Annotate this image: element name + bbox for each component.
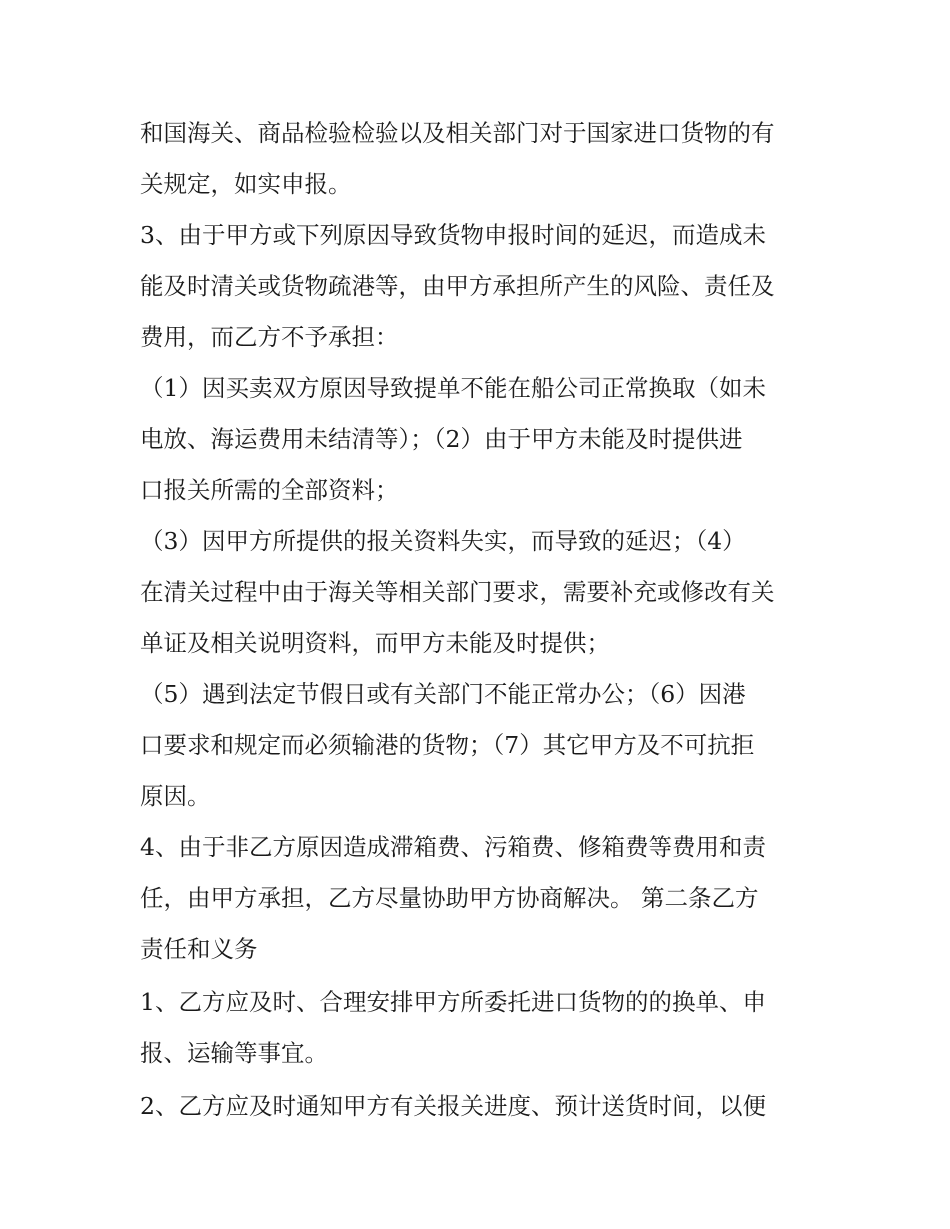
text-line: 2、乙方应及时通知甲方有关报关进度、预计送货时间，以便 xyxy=(140,1092,766,1120)
text-line: 关规定，如实申报。 xyxy=(140,170,352,198)
text-line: 原因。 xyxy=(140,782,211,810)
text-line: 1、乙方应及时、合理安排甲方所委托进口货物的的换单、申 xyxy=(140,988,766,1016)
document-body xyxy=(140,108,820,1132)
text-line: 责任和义务 xyxy=(140,935,258,963)
text-line: （1）因买卖双方原因导致提单不能在船公司正常换取（如未 xyxy=(140,374,766,402)
text-line: 费用，而乙方不予承担： xyxy=(140,323,399,351)
text-line: 单证及相关说明资料，而甲方未能及时提供； xyxy=(140,629,610,657)
text-line: 报、运输等事宜。 xyxy=(140,1039,328,1067)
text-line: 任，由甲方承担，乙方尽量协助甲方协商解决。 第二条乙方 xyxy=(140,884,759,912)
text-line: 3、由于甲方或下列原因导致货物申报时间的延迟，而造成未 xyxy=(140,221,766,249)
text-line: 能及时清关或货物疏港等，由甲方承担所产生的风险、责任及 xyxy=(140,272,775,300)
text-line: （5）遇到法定节假日或有关部门不能正常办公；（6）因港 xyxy=(140,680,746,708)
text-line: 口报关所需的全部资料； xyxy=(140,476,399,504)
text-line: 口要求和规定而必须输港的货物；（7）其它甲方及不可抗拒 xyxy=(140,731,755,759)
text-line: （3）因甲方所提供的报关资料失实，而导致的延迟；（4） xyxy=(140,527,746,555)
text-line: 电放、海运费用未结清等）；（2）由于甲方未能及时提供进 xyxy=(140,425,743,453)
text-line: 和国海关、商品检验检验以及相关部门对于国家进口货物的有 xyxy=(140,119,775,147)
text-line: 4、由于非乙方原因造成滞箱费、污箱费、修箱费等费用和责 xyxy=(140,833,766,861)
text-line: 在清关过程中由于海关等相关部门要求，需要补充或修改有关 xyxy=(140,578,775,606)
